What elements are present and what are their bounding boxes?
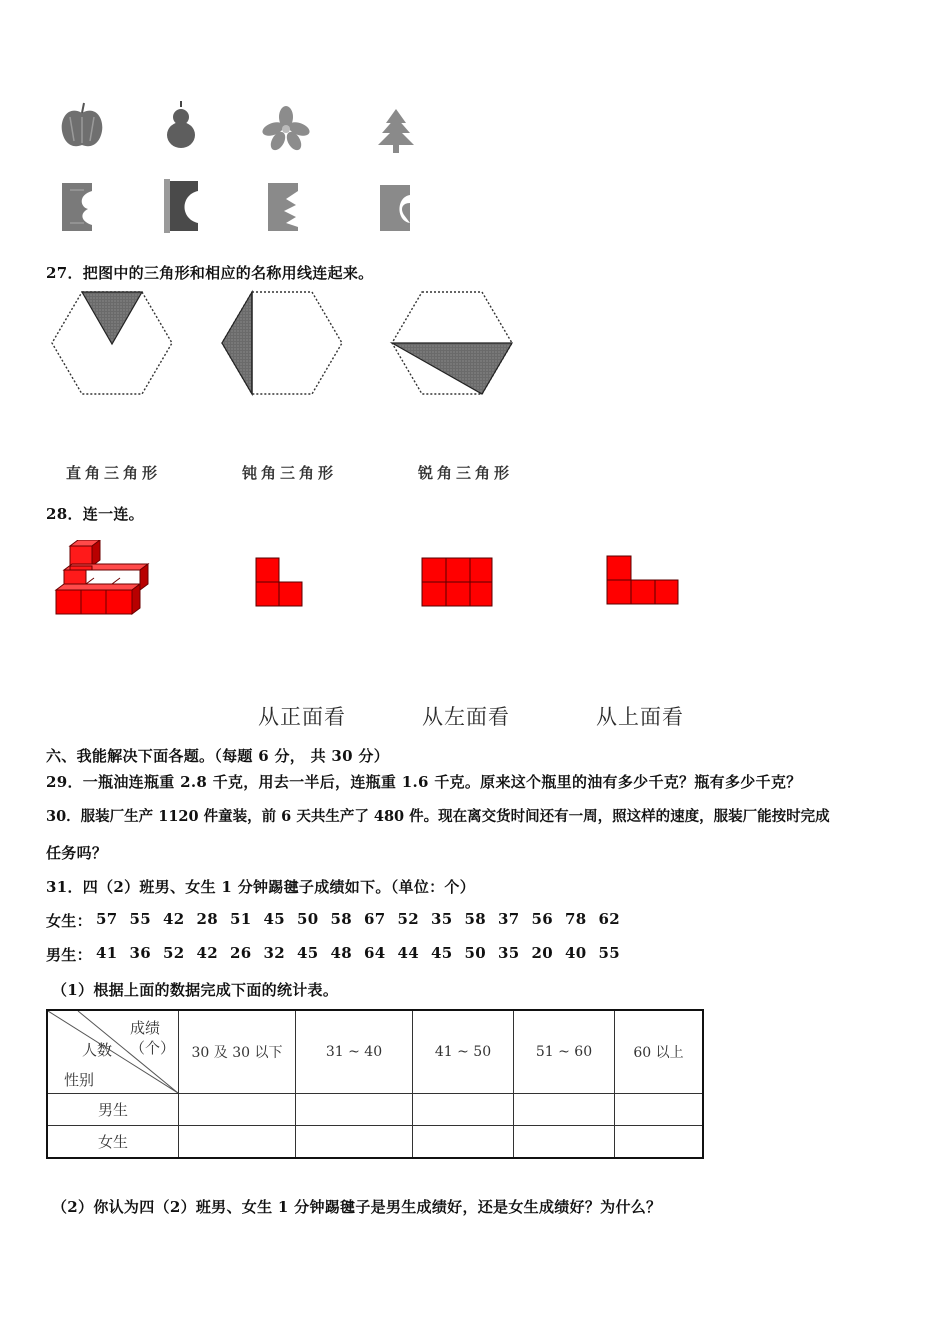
cutout-paper-4-icon (380, 185, 410, 231)
girls-score: 78 (565, 910, 587, 928)
question-31-sub1: （1）根据上面的数据完成下面的统计表。 (52, 981, 339, 999)
table-row-label: 男生 (48, 1093, 179, 1125)
table-cell[interactable] (514, 1093, 615, 1125)
question-28-text: 28．连一连。 (46, 505, 144, 523)
boys-score: 55 (598, 944, 620, 962)
hexagon-right-figure (222, 292, 342, 394)
girls-score: 42 (163, 910, 185, 928)
question-30-line2: 任务吗？ (46, 844, 108, 862)
girls-score: 28 (196, 910, 218, 928)
table-header-cell: 60 以上 (615, 1011, 703, 1093)
question-30-line1: 30．服装厂生产 1120 件童装，前 6 天共生产了 480 件。现在离交货时间还有一周，照这样的速度，服装厂能按时完成 (46, 808, 830, 825)
label-front-view: 从正面看 (258, 705, 346, 729)
table-header-cell: 51 ~ 60 (514, 1011, 615, 1093)
label-top-view: 从上面看 (596, 705, 684, 729)
girls-score: 37 (498, 910, 520, 928)
boys-label: 男生： (46, 946, 92, 964)
table-header-cell: 30 及 30 以下 (179, 1011, 296, 1093)
statistics-table (46, 1009, 704, 1159)
corner-gender-label: 性别 (64, 1071, 95, 1089)
table-cell[interactable] (179, 1125, 296, 1157)
table-row-label: 女生 (48, 1125, 179, 1157)
cube-solid-3d-figure (56, 540, 148, 614)
boys-score: 26 (230, 944, 252, 962)
girls-score: 57 (96, 910, 118, 928)
hexagon-obtuse-figure (392, 292, 512, 394)
corner-unit-label: （个） (130, 1039, 176, 1057)
table-cell[interactable] (615, 1093, 703, 1125)
boys-score: 41 (96, 944, 118, 962)
table-cell[interactable] (296, 1125, 413, 1157)
boys-score: 42 (196, 944, 218, 962)
tree-cutout-icon (378, 109, 414, 153)
boys-score: 48 (330, 944, 352, 962)
table-cell[interactable] (179, 1093, 296, 1125)
boys-score: 45 (297, 944, 319, 962)
boys-score: 20 (531, 944, 553, 962)
label-acute-triangle: 锐角三角形 (418, 464, 514, 482)
girls-score: 55 (129, 910, 151, 928)
section-6-title: 六、我能解决下面各题。（每题 6 分， 共 30 分） (46, 747, 390, 765)
girls-label: 女生： (46, 912, 92, 930)
table-cell[interactable] (413, 1125, 514, 1157)
girls-score: 58 (464, 910, 486, 928)
label-obtuse-triangle: 钝角三角形 (242, 464, 338, 482)
boys-score: 32 (263, 944, 285, 962)
girls-score: 52 (397, 910, 419, 928)
girls-score: 45 (263, 910, 285, 928)
girls-score: 51 (230, 910, 252, 928)
boys-score: 40 (565, 944, 587, 962)
girls-score: 62 (598, 910, 620, 928)
view-l-shape-long (607, 556, 678, 604)
girls-score: 56 (531, 910, 553, 928)
cutout-paper-3-icon (268, 183, 298, 231)
table-header-cell: 31 ~ 40 (296, 1011, 413, 1093)
girls-score: 58 (330, 910, 352, 928)
table-corner-cell (48, 1011, 179, 1093)
boys-score: 35 (498, 944, 520, 962)
girls-score: 50 (297, 910, 319, 928)
table-cell[interactable] (413, 1093, 514, 1125)
corner-count-label: 人数 (82, 1041, 113, 1059)
boys-score: 52 (163, 944, 185, 962)
view-rectangle-grid (422, 558, 492, 606)
flower-cutout-icon (261, 106, 312, 153)
view-l-shape-small (256, 558, 302, 606)
hexagon-acute-figure (52, 292, 172, 394)
label-right-triangle: 直角三角形 (66, 464, 162, 482)
boys-score: 64 (364, 944, 386, 962)
table-cell[interactable] (514, 1125, 615, 1157)
picture-cards (40, 95, 440, 245)
girls-score: 35 (431, 910, 453, 928)
boys-score: 45 (431, 944, 453, 962)
gourd-cutout-icon (167, 101, 195, 148)
cutout-paper-2-icon (164, 179, 198, 233)
label-left-view: 从左面看 (422, 705, 510, 729)
table-cell[interactable] (615, 1125, 703, 1157)
girls-score: 67 (364, 910, 386, 928)
question-31-text: 31．四（2）班男、女生 1 分钟踢毽子成绩如下。（单位：个） (46, 878, 475, 896)
boys-score: 36 (129, 944, 151, 962)
cube-figures (50, 540, 690, 620)
table-cell[interactable] (296, 1093, 413, 1125)
question-31-sub2: （2）你认为四（2）班男、女生 1 分钟踢毽子是男生成绩好，还是女生成绩好？为什么？ (52, 1198, 662, 1216)
cutout-paper-1-icon (62, 183, 92, 231)
table-header-cell: 41 ~ 50 (413, 1011, 514, 1093)
boys-score: 44 (397, 944, 419, 962)
hexagon-figures (48, 288, 518, 398)
apple-cutout-icon (62, 103, 103, 146)
boys-score: 50 (464, 944, 486, 962)
corner-score-label: 成绩 (130, 1019, 161, 1037)
question-27-text: 27．把图中的三角形和相应的名称用线连起来。 (46, 264, 374, 282)
question-29-text: 29．一瓶油连瓶重 2.8 千克，用去一半后，连瓶重 1.6 千克。原来这个瓶里的油有多少千克？瓶有多少千克？ (46, 773, 802, 791)
